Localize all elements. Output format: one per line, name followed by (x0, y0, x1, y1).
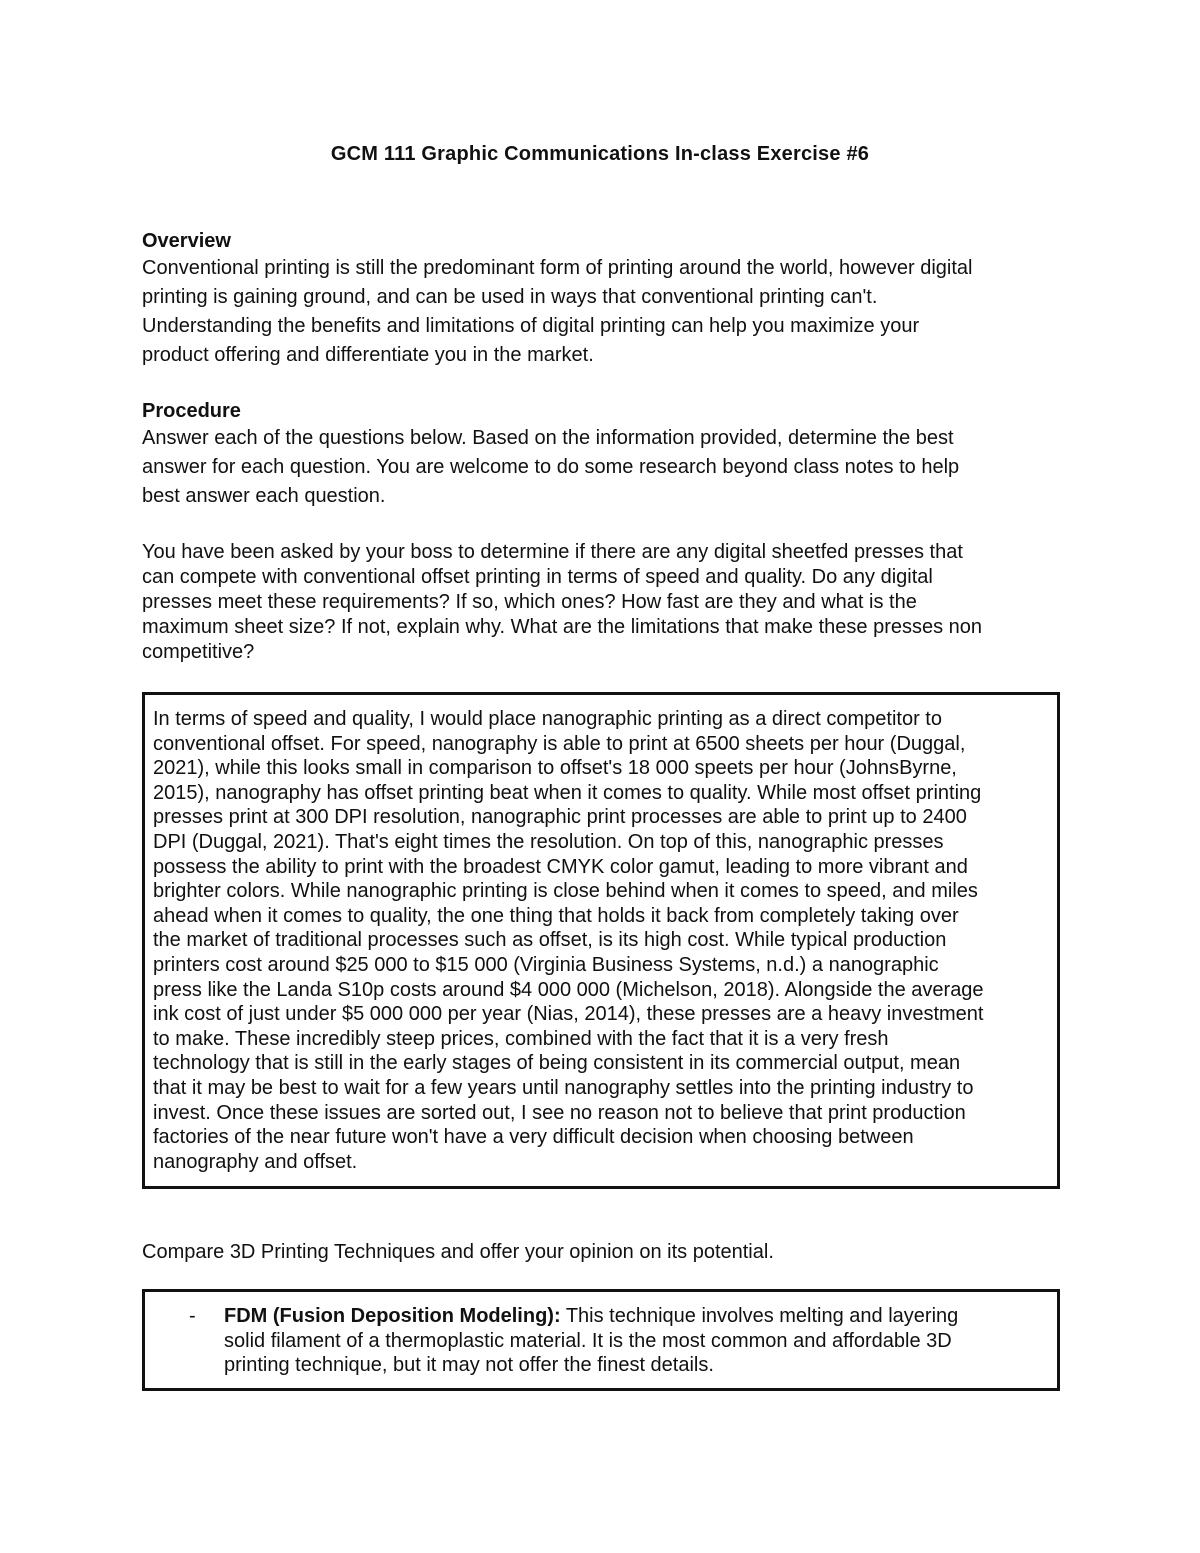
answer-1-line: printers cost around $25 000 to $15 000 (Virginia Business Systems, n.d.) a nanographic (153, 953, 939, 976)
answer-1-line: possess the ability to print with the broadest CMYK color gamut, leading to more vibrant and (153, 855, 968, 878)
document-title: GCM 111 Graphic Communications In-class Exercise #6 (330, 143, 870, 165)
procedure-line: Answer each of the questions below. Based on the information provided, determine the best (142, 427, 954, 449)
procedure-line: answer for each question. You are welcome to do some research beyond class notes to help (142, 456, 960, 478)
fdm-bullet-text (224, 1304, 1049, 1378)
answer-1-line: nanography and offset. (153, 1150, 358, 1173)
question-1-line: can compete with conventional offset printing in terms of speed and quality. Do any digital (142, 566, 933, 588)
answer-1-line: ahead when it comes to quality, the one thing that holds it back from completely taking over (153, 904, 959, 927)
overview-line: product offering and differentiate you in the market. (142, 344, 594, 366)
fdm-term: FDM (Fusion Deposition Modeling): (224, 1305, 561, 1327)
overview-heading: Overview (142, 230, 231, 252)
answer-1-line: to make. These incredibly steep prices, combined with the fact that it is a very fresh (153, 1027, 889, 1050)
overview-line: Understanding the benefits and limitations of digital printing can help you maximize your (142, 315, 920, 337)
procedure-paragraph (142, 424, 1062, 511)
fdm-line: solid filament of a thermoplastic material. It is the most common and affordable 3D (224, 1329, 952, 1352)
answer-1-line: conventional offset. For speed, nanography is able to print at 6500 sheets per hour (Duggal, (153, 732, 966, 755)
answer-1-text (145, 695, 1057, 1174)
answer-1-line: 2015), nanography has offset printing beat when it comes to quality. While most offset printing (153, 781, 982, 804)
answer-1-line: presses print at 300 DPI resolution, nanographic print processes are able to print up to 2400 (153, 806, 967, 829)
answer-1-line: press like the Landa S10p costs around $4 000 000 (Michelson, 2018). Alongside the average (153, 978, 984, 1001)
procedure-line: best answer each question. (142, 485, 386, 507)
answer-1-line: technology that is still in the early stages of being consistent in its commercial output, mean (153, 1052, 961, 1075)
fdm-bullet-item (145, 1292, 1057, 1378)
question-1-text (142, 540, 1062, 665)
answer-1-line: that it may be best to wait for a few years until nanography settles into the printing industry to (153, 1076, 974, 1099)
procedure-heading: Procedure (142, 400, 241, 422)
answer-1-line: ink cost of just under $5 000 000 per year (Nias, 2014), these presses are a heavy investment (153, 1003, 984, 1026)
answer-1-line: invest. Once these issues are sorted out, I see no reason not to believe that print production (153, 1101, 966, 1124)
fdm-line: printing technique, but it may not offer the finest details. (224, 1354, 714, 1377)
fdm-first-line: This technique involves melting and layering (560, 1305, 959, 1327)
overview-section (142, 228, 1062, 370)
answer-1-line: factories of the near future won't have a very difficult decision when choosing between (153, 1126, 914, 1149)
answer-1-line: DPI (Duggal, 2021). That's eight times the resolution. On top of this, nanographic presses (153, 830, 944, 853)
answer-1-line: brighter colors. While nanographic printing is close behind when it comes to speed, and miles (153, 880, 978, 903)
question-1-line: maximum sheet size? If not, explain why. What are the limitations that make these presses non (142, 616, 983, 638)
bullet-dash-marker: - (189, 1305, 196, 1327)
answer-2-box[interactable] (142, 1289, 1060, 1391)
procedure-section (142, 398, 1062, 511)
answer-1-line: the market of traditional processes such as offset, is its high cost. While typical production (153, 929, 947, 952)
answer-1-line: 2021), while this looks small in comparison to offset's 18 000 speets per hour (JohnsByrne, (153, 757, 957, 780)
overview-paragraph (142, 254, 1062, 370)
question-1-line: competitive? (142, 641, 255, 663)
overview-line: printing is gaining ground, and can be used in ways that conventional printing can't. (142, 286, 878, 308)
answer-1-line: In terms of speed and quality, I would place nanographic printing as a direct competitor to (153, 708, 942, 730)
question-1-line: You have been asked by your boss to determine if there are any digital sheetfed presses that (142, 541, 963, 563)
question-1-line: presses meet these requirements? If so, which ones? How fast are they and what is the (142, 591, 917, 613)
overview-line: Conventional printing is still the predominant form of printing around the world, however digital (142, 257, 973, 279)
question-2-text: Compare 3D Printing Techniques and offer your opinion on its potential. (142, 1241, 774, 1263)
answer-1-box[interactable] (142, 692, 1060, 1189)
